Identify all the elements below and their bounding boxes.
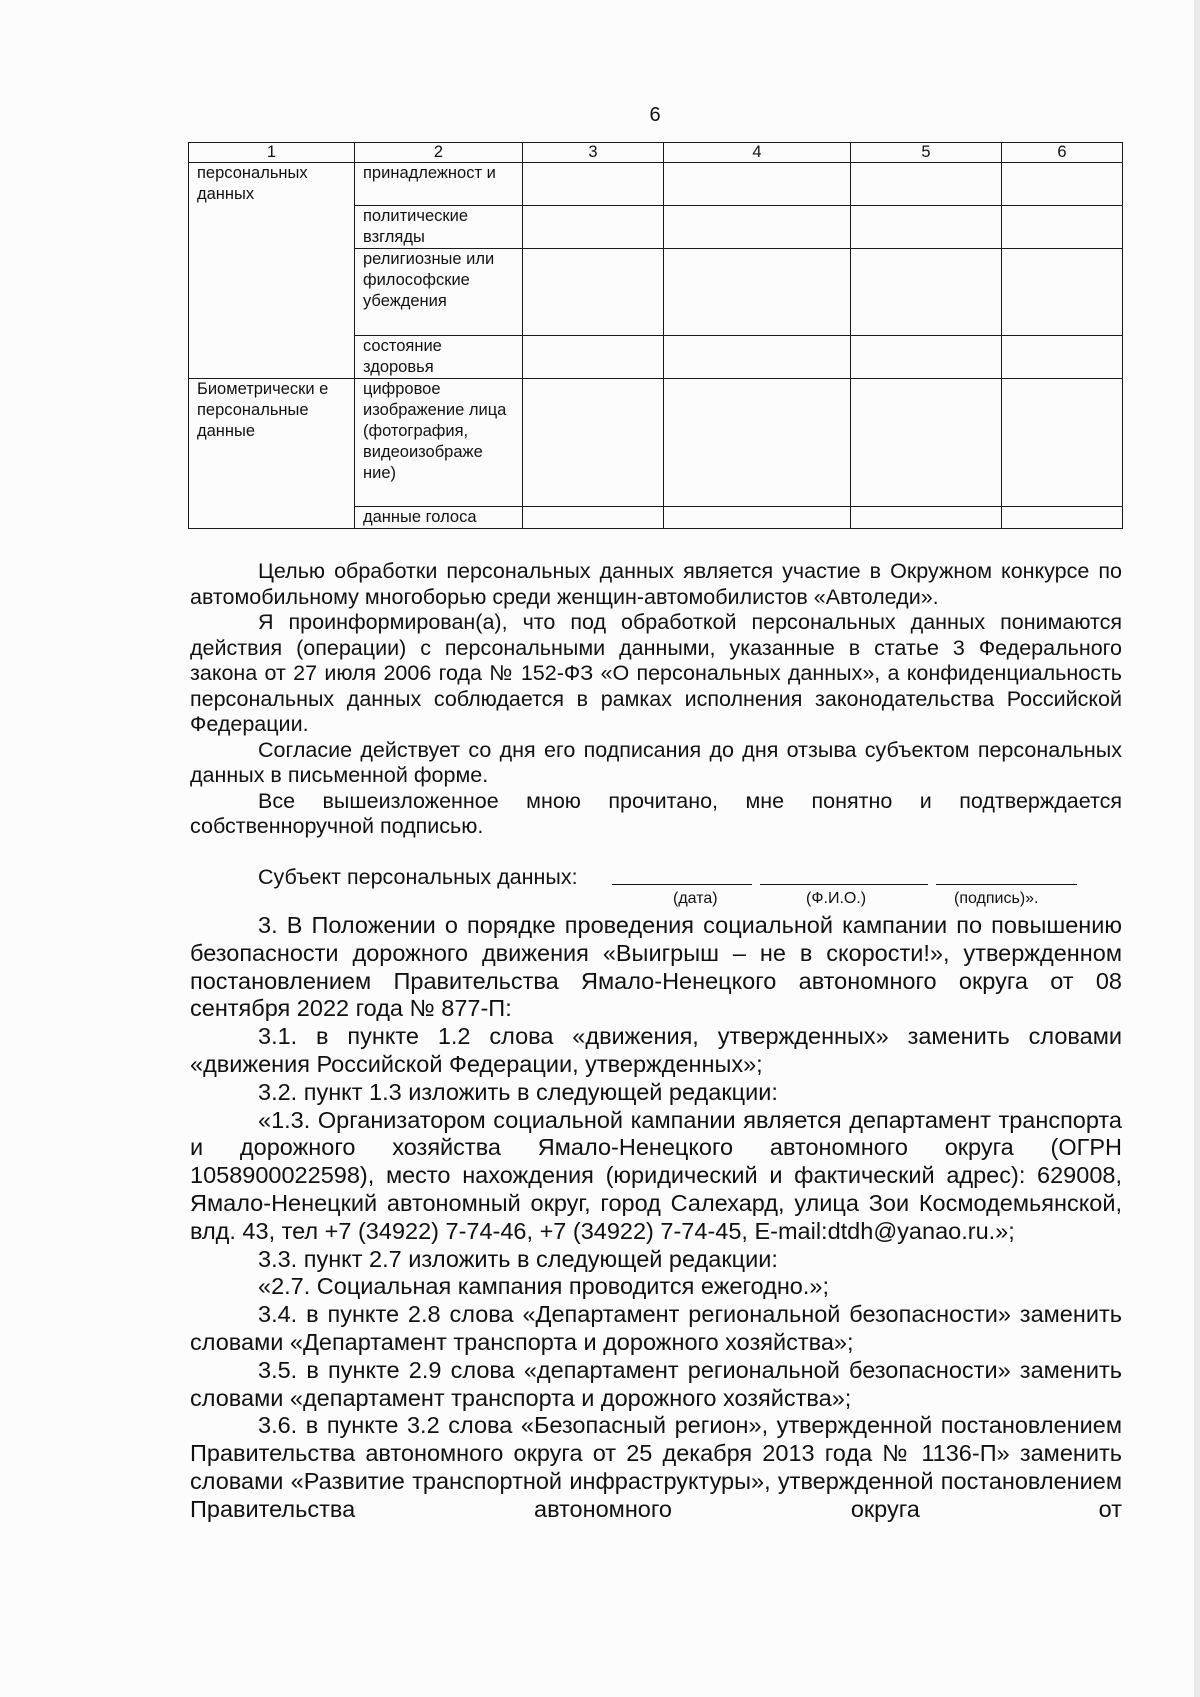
signature-caption: (подпись)».: [954, 890, 1039, 907]
name-caption: (Ф.И.О.): [806, 890, 867, 907]
table-item-cell: состояние здоровья: [355, 336, 523, 379]
table-header-cell: 3: [523, 143, 664, 163]
amendment-paragraph: «1.3. Организатором социальной кампании является департамент транспорта и дорожного хозяйства Ямало-Ненецкого автономного округа (ОГРН 1058900022598), место нахождения (юридический и фактический адрес): 629008, Ямало-Ненецкий автономный округ, город Салехард, улица Зои Космодемьянской, влд. 43, тел +7 (34922) 7-74-46, +7 (34922) 7-74-45, E-mail:dtdh@yanao.ru.»;: [190, 1106, 1122, 1244]
date-caption: (дата): [673, 890, 718, 907]
amendment-paragraph: 3.5. в пункте 2.9 слова «департамент региональной безопасности» заменить словами «департамент транспорта и дорожного хозяйства»;: [190, 1356, 1122, 1411]
consent-paragraph: Я проинформирован(а), что под обработкой персональных данных понимаются действия (операции) с персональными данными, указанные в статье 3 Федерального закона от 27 июля 2006 года № 152-ФЗ «О персональных данных», а конфиденциальность персональных данных соблюдается в рамках исполнения законодательства Российской Федерации.: [190, 610, 1122, 736]
table-item-cell: принадлежност и: [355, 163, 523, 206]
amendment-paragraph: 3. В Положении о порядке проведения социальной кампании по повышению безопасности дорожного движения «Выигрыш – не в скорости!», утвержденном постановлением Правительства Ямало-Ненецкого автономного округа от 08 сентября 2022 года № 877-П:: [190, 912, 1122, 1022]
table-item-cell: цифровое изображение лица (фотография, видеоизображе ние): [355, 379, 523, 507]
amendment-paragraph: 3.6. в пункте 3.2 слова «Безопасный регион», утвержденной постановлением Правительства автономного округа от 25 декабря 2013 года № 1136-П» заменить словами «Развитие транспортной инфраструктуры», утвержденной постановлением Правительства автономного округа от: [190, 1412, 1122, 1522]
table-header-cell: 5: [851, 143, 1002, 163]
consent-paragraph: Согласие действует со дня его подписания до дня отзыва субъектом персональных данных в письменной форме.: [190, 737, 1122, 787]
consent-paragraph: Целью обработки персональных данных является участие в Окружном конкурсе по автомобильному многоборью среди женщин-автомобилистов «Автоледи».: [190, 559, 1122, 609]
table-header-cell: 2: [355, 143, 523, 163]
table-category-cell: Биометрически е персональные данные: [189, 379, 355, 529]
signature-blank-line: [936, 884, 1077, 885]
date-blank-line: [612, 884, 752, 885]
scan-edge: [1194, 0, 1200, 1697]
table-header-row: [189, 143, 1123, 163]
amendment-paragraph: 3.4. в пункте 2.8 слова «Департамент региональной безопасности» заменить словами «Департамент транспорта и дорожного хозяйства»;: [190, 1301, 1122, 1355]
table-row: [189, 163, 1123, 206]
table-header-cell: 4: [664, 143, 851, 163]
amendments-text: [190, 912, 1122, 1524]
table-header-cell: 6: [1002, 143, 1123, 163]
table-item-cell: религиозные или философские убеждения: [355, 249, 523, 336]
name-blank-line: [760, 884, 928, 885]
subject-label: Субъект персональных данных:: [258, 865, 578, 889]
consent-paragraph: Все вышеизложенное мною прочитано, мне понятно и подтверждается собственноручной подписью.: [190, 788, 1122, 838]
consent-text: [190, 559, 1122, 840]
table-row: [189, 379, 1123, 507]
table-item-cell: политические взгляды: [355, 206, 523, 249]
amendment-paragraph: 3.1. в пункте 1.2 слова «движения, утвержденных» заменить словами «движения Российской Федерации, утвержденных»;: [190, 1023, 1122, 1077]
personal-data-table: [188, 142, 1123, 529]
amendment-paragraph: 3.3. пункт 2.7 изложить в следующей редакции:: [258, 1245, 778, 1272]
table-item-cell: данные голоса: [355, 507, 523, 529]
amendment-paragraph: «2.7. Социальная кампания проводится ежегодно.»;: [258, 1273, 829, 1300]
table-category-cell: персональных данных: [189, 163, 355, 379]
table-header-cell: 1: [189, 143, 355, 163]
amendment-paragraph: 3.2. пункт 1.3 изложить в следующей редакции:: [258, 1078, 778, 1105]
page-number: 6: [649, 104, 661, 126]
